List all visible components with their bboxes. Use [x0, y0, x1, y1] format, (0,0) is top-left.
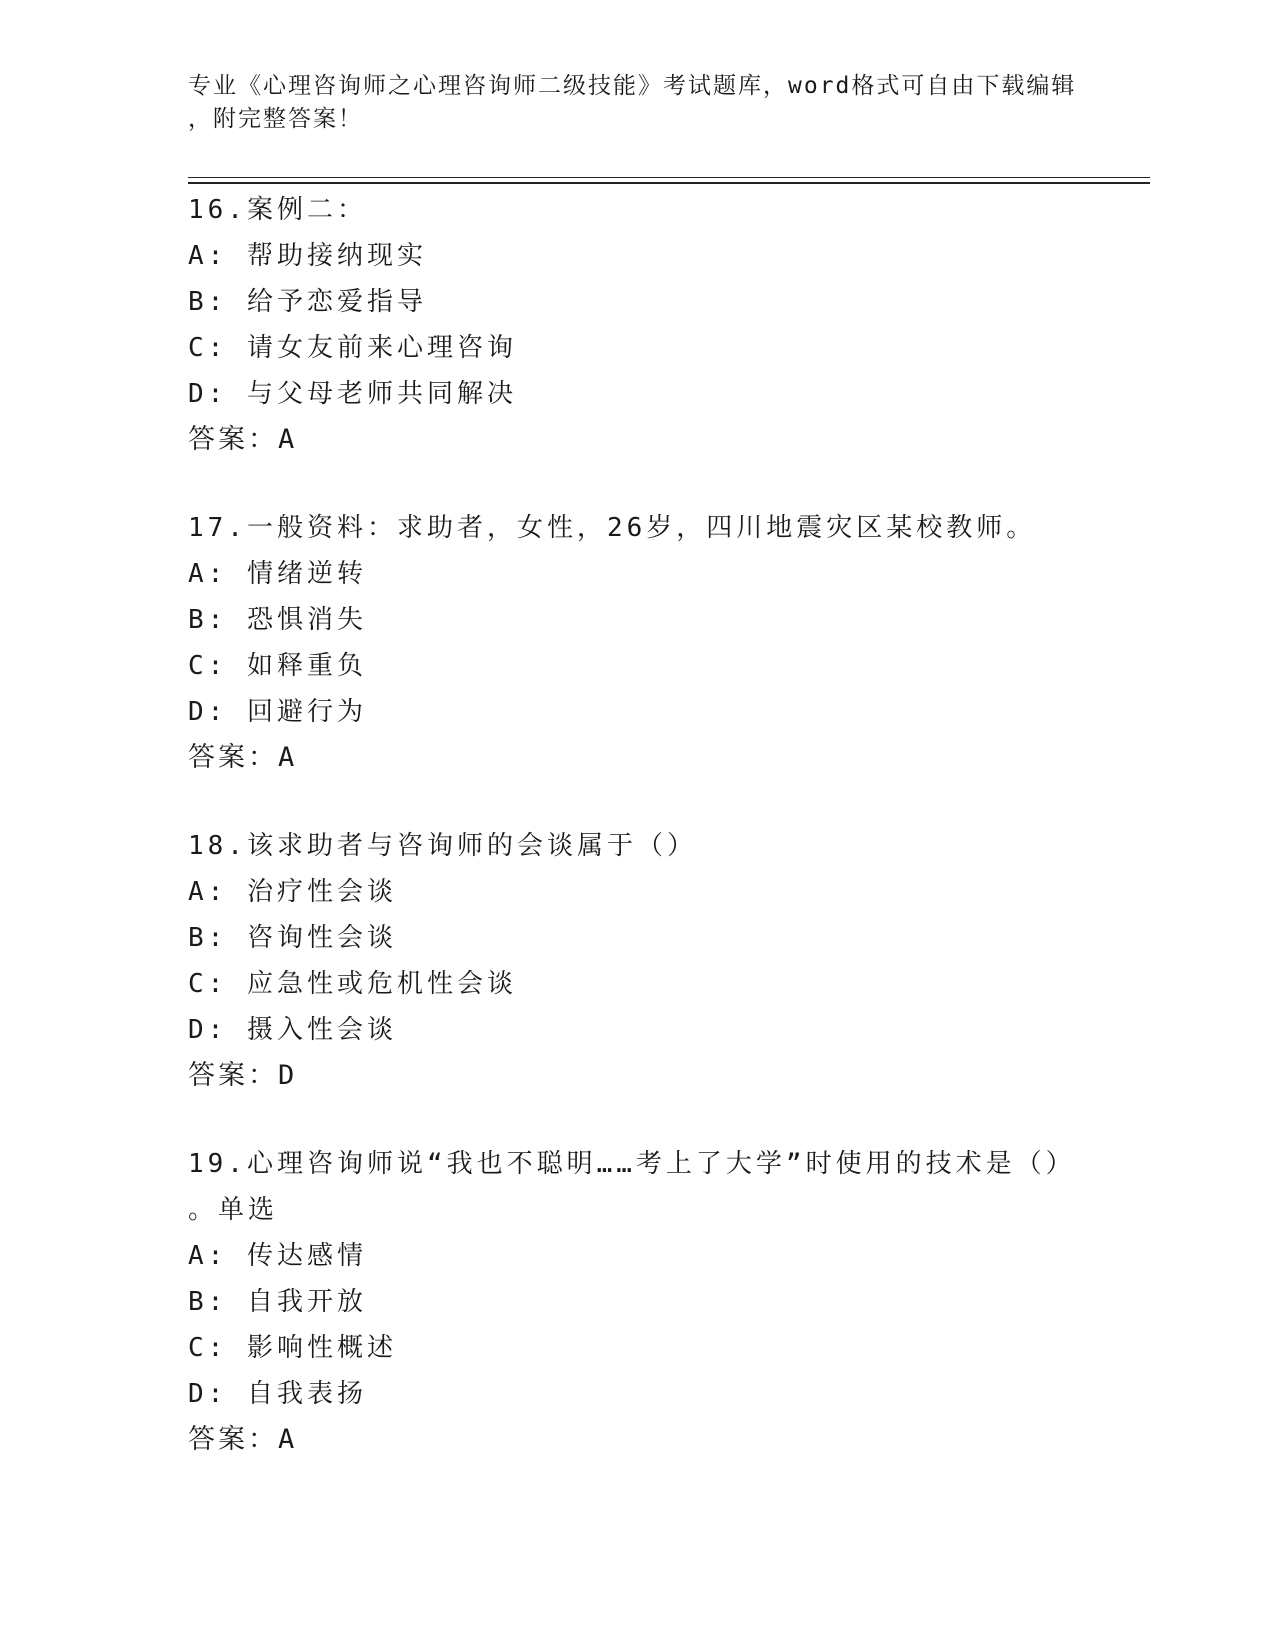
question-stem: 16.案例二：	[188, 195, 367, 225]
answer-value: D	[278, 1060, 298, 1091]
question-16	[188, 187, 1188, 463]
option-c: C: 应急性或危机性会谈	[188, 969, 517, 999]
option-d: D: 自我表扬	[188, 1379, 367, 1409]
answer-label: 答案：	[188, 424, 278, 455]
header-line-2: ，附完整答案！	[188, 106, 363, 132]
answer-label: 答案：	[188, 742, 278, 773]
question-18	[188, 823, 1188, 1099]
question-list	[188, 187, 1188, 1505]
option-b: B: 自我开放	[188, 1287, 367, 1317]
answer-line	[188, 1053, 1188, 1099]
header-line-1: 专业《心理咨询师之心理咨询师二级技能》考试题库，word格式可自由下载编辑	[188, 73, 1077, 99]
header-divider-thin	[188, 177, 1150, 178]
header-divider-thick	[188, 182, 1150, 184]
option-c: C: 如释重负	[188, 651, 367, 681]
option-d: D: 回避行为	[188, 697, 367, 727]
answer-line	[188, 735, 1188, 781]
option-b: B: 给予恋爱指导	[188, 287, 427, 317]
answer-value: A	[278, 1424, 298, 1455]
option-b: B: 恐惧消失	[188, 605, 367, 635]
question-19	[188, 1141, 1188, 1463]
answer-label: 答案：	[188, 1424, 278, 1455]
option-a: A: 情绪逆转	[188, 559, 367, 589]
option-a: A: 帮助接纳现实	[188, 241, 427, 271]
question-stem-continued: 。单选	[188, 1195, 279, 1225]
question-stem: 18.该求助者与咨询师的会谈属于（）	[188, 831, 697, 861]
option-a: A: 传达感情	[188, 1241, 367, 1271]
option-b: B: 咨询性会谈	[188, 923, 397, 953]
answer-line	[188, 1417, 1188, 1463]
question-17	[188, 505, 1188, 781]
option-c: C: 影响性概述	[188, 1333, 397, 1363]
answer-line	[188, 417, 1188, 463]
question-stem: 19.心理咨询师说“我也不聪明……考上了大学”时使用的技术是（）	[188, 1149, 1076, 1179]
document-header	[188, 70, 1088, 136]
answer-value: A	[278, 742, 298, 773]
option-d: D: 与父母老师共同解决	[188, 379, 517, 409]
option-a: A: 治疗性会谈	[188, 877, 397, 907]
answer-label: 答案：	[188, 1060, 278, 1091]
question-stem: 17.一般资料：求助者，女性，26岁，四川地震灾区某校教师。	[188, 513, 1037, 543]
option-d: D: 摄入性会谈	[188, 1015, 397, 1045]
answer-value: A	[278, 424, 298, 455]
option-c: C: 请女友前来心理咨询	[188, 333, 517, 363]
